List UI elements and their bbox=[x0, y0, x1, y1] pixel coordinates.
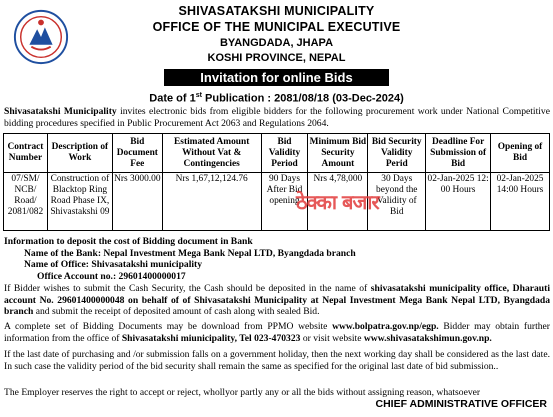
table-cell: 90 Days After Bid opening bbox=[261, 173, 308, 231]
office-name-header: OFFICE OF THE MUNICIPAL EXECUTIVE bbox=[152, 20, 401, 34]
notice-title-banner: Invitation for online Bids bbox=[164, 69, 389, 86]
holiday-paragraph: If the last date of purchasing and /or submission falls on a government holiday, then the next working day shall be considered as the last date. In such case the validity period of the bid security shall remain the same as specified for the original last date of bid submission.. bbox=[4, 349, 550, 372]
table-header-cell: Opening of Bid bbox=[491, 134, 550, 173]
security-text: If Bidder wishes to submit the Cash Security, the Cash should be deposited in the name of bbox=[4, 283, 371, 294]
watermark-logo: ठेक्का बजार bbox=[296, 190, 379, 214]
table-header-cell: Bid Validity Period bbox=[261, 134, 308, 173]
signature-title: CHIEF ADMINISTRATIVE OFFICER bbox=[375, 398, 547, 410]
docs-text-3: or visit website bbox=[300, 332, 364, 344]
documents-paragraph bbox=[4, 321, 550, 344]
table-header-cell: Estimated Amount Without Vat & Contingencies bbox=[162, 134, 261, 173]
security-bold: shivasatakshi municipality office, Dharauti account No. 29601400000048 on behalf of of Shivasatakshi Municipality at Nepal Investment Mega Bank Nepal LTD, Byangdada branch bbox=[4, 283, 550, 317]
pubdate-sup: st bbox=[195, 92, 202, 99]
province-line: KOSHI PROVINCE, NEPAL bbox=[207, 52, 346, 64]
municipality-website: www.shivasatakshimun.gov.np. bbox=[363, 332, 492, 344]
table-cell: 30 Days beyond the Validity of Bid bbox=[368, 173, 426, 231]
location-line: BYANGDADA, JHAPA bbox=[219, 37, 334, 49]
table-row bbox=[4, 173, 550, 231]
table-cell: Construction of Blacktop Ring Road Phase IX, Shivastakshi 09 bbox=[47, 173, 112, 231]
security-text-end: and submit the receipt of deposited amount of cash along with sealed Bid. bbox=[33, 306, 320, 317]
intro-paragraph bbox=[4, 106, 550, 129]
office-contact: Shivasatakshi miunicipality, Tel 023-470323 bbox=[121, 332, 301, 344]
office-name: Name of Office: Shivasatakshi municipality bbox=[24, 259, 203, 270]
table-cell: Nrs 3000.00 bbox=[112, 173, 162, 231]
table-cell: 02-Jan-2025 14:00 Hours bbox=[491, 173, 550, 231]
pubdate-suffix: Publication : 2081/08/18 (03-Dec-2024) bbox=[201, 92, 404, 105]
table-header-cell: Deadline For Submission of Bid bbox=[426, 134, 491, 173]
table-cell: 07/SM/ NCB/ Road/ 2081/082 bbox=[4, 173, 48, 231]
table-header-row bbox=[4, 134, 550, 173]
bid-table bbox=[3, 133, 550, 231]
publication-date bbox=[0, 92, 553, 105]
table-cell: 02-Jan-2025 12: 00 Hours bbox=[426, 173, 491, 231]
intro-bold: Shivasatakshi Municipality bbox=[4, 106, 117, 117]
bank-name: Name of the Bank: Nepal Investment Mega Bank Nepal LTD, Byangdada branch bbox=[24, 248, 356, 259]
table-header-cell: Description of Work bbox=[47, 134, 112, 173]
table-cell: Nrs 1,67,12,124.76 bbox=[162, 173, 261, 231]
bank-info-title: Information to deposit the cost of Bidding document in Bank bbox=[4, 236, 253, 247]
docs-text: A complete set of Bidding Documents may be download from PPMO website bbox=[4, 321, 333, 332]
pubdate-prefix: Date of 1 bbox=[149, 92, 196, 105]
docs-text-2: Bidder may obtain further information from the office of bbox=[4, 321, 550, 344]
cash-security-paragraph bbox=[4, 283, 550, 318]
table-cell: Nrs 4,78,000 bbox=[308, 173, 368, 231]
ppmo-link: www.bolpatra.gov.np/egp. bbox=[332, 321, 439, 332]
municipality-name: SHIVASATAKSHI MUNICIPALITY bbox=[178, 4, 375, 18]
table-header-cell: Minimum Bid Security Amount bbox=[308, 134, 368, 173]
table-header-cell: Bid Security Validity Perid bbox=[368, 134, 426, 173]
intro-text: invites electronic bids from eligible bidders for the following procurement work under National Competitive bidding procedures specified in Public Procurement Act 2063 and Regulations 2064. bbox=[4, 106, 550, 129]
reserve-rights-paragraph: The Employer reserves the right to accept or reject, whollyor partly any or all the bids without assigning reason, whatsoever bbox=[4, 387, 481, 398]
table-header-cell: Bid Document Fee bbox=[112, 134, 162, 173]
office-account: Office Account no.: 29601400000017 bbox=[37, 271, 186, 282]
table-header-cell: Contract Number bbox=[4, 134, 48, 173]
